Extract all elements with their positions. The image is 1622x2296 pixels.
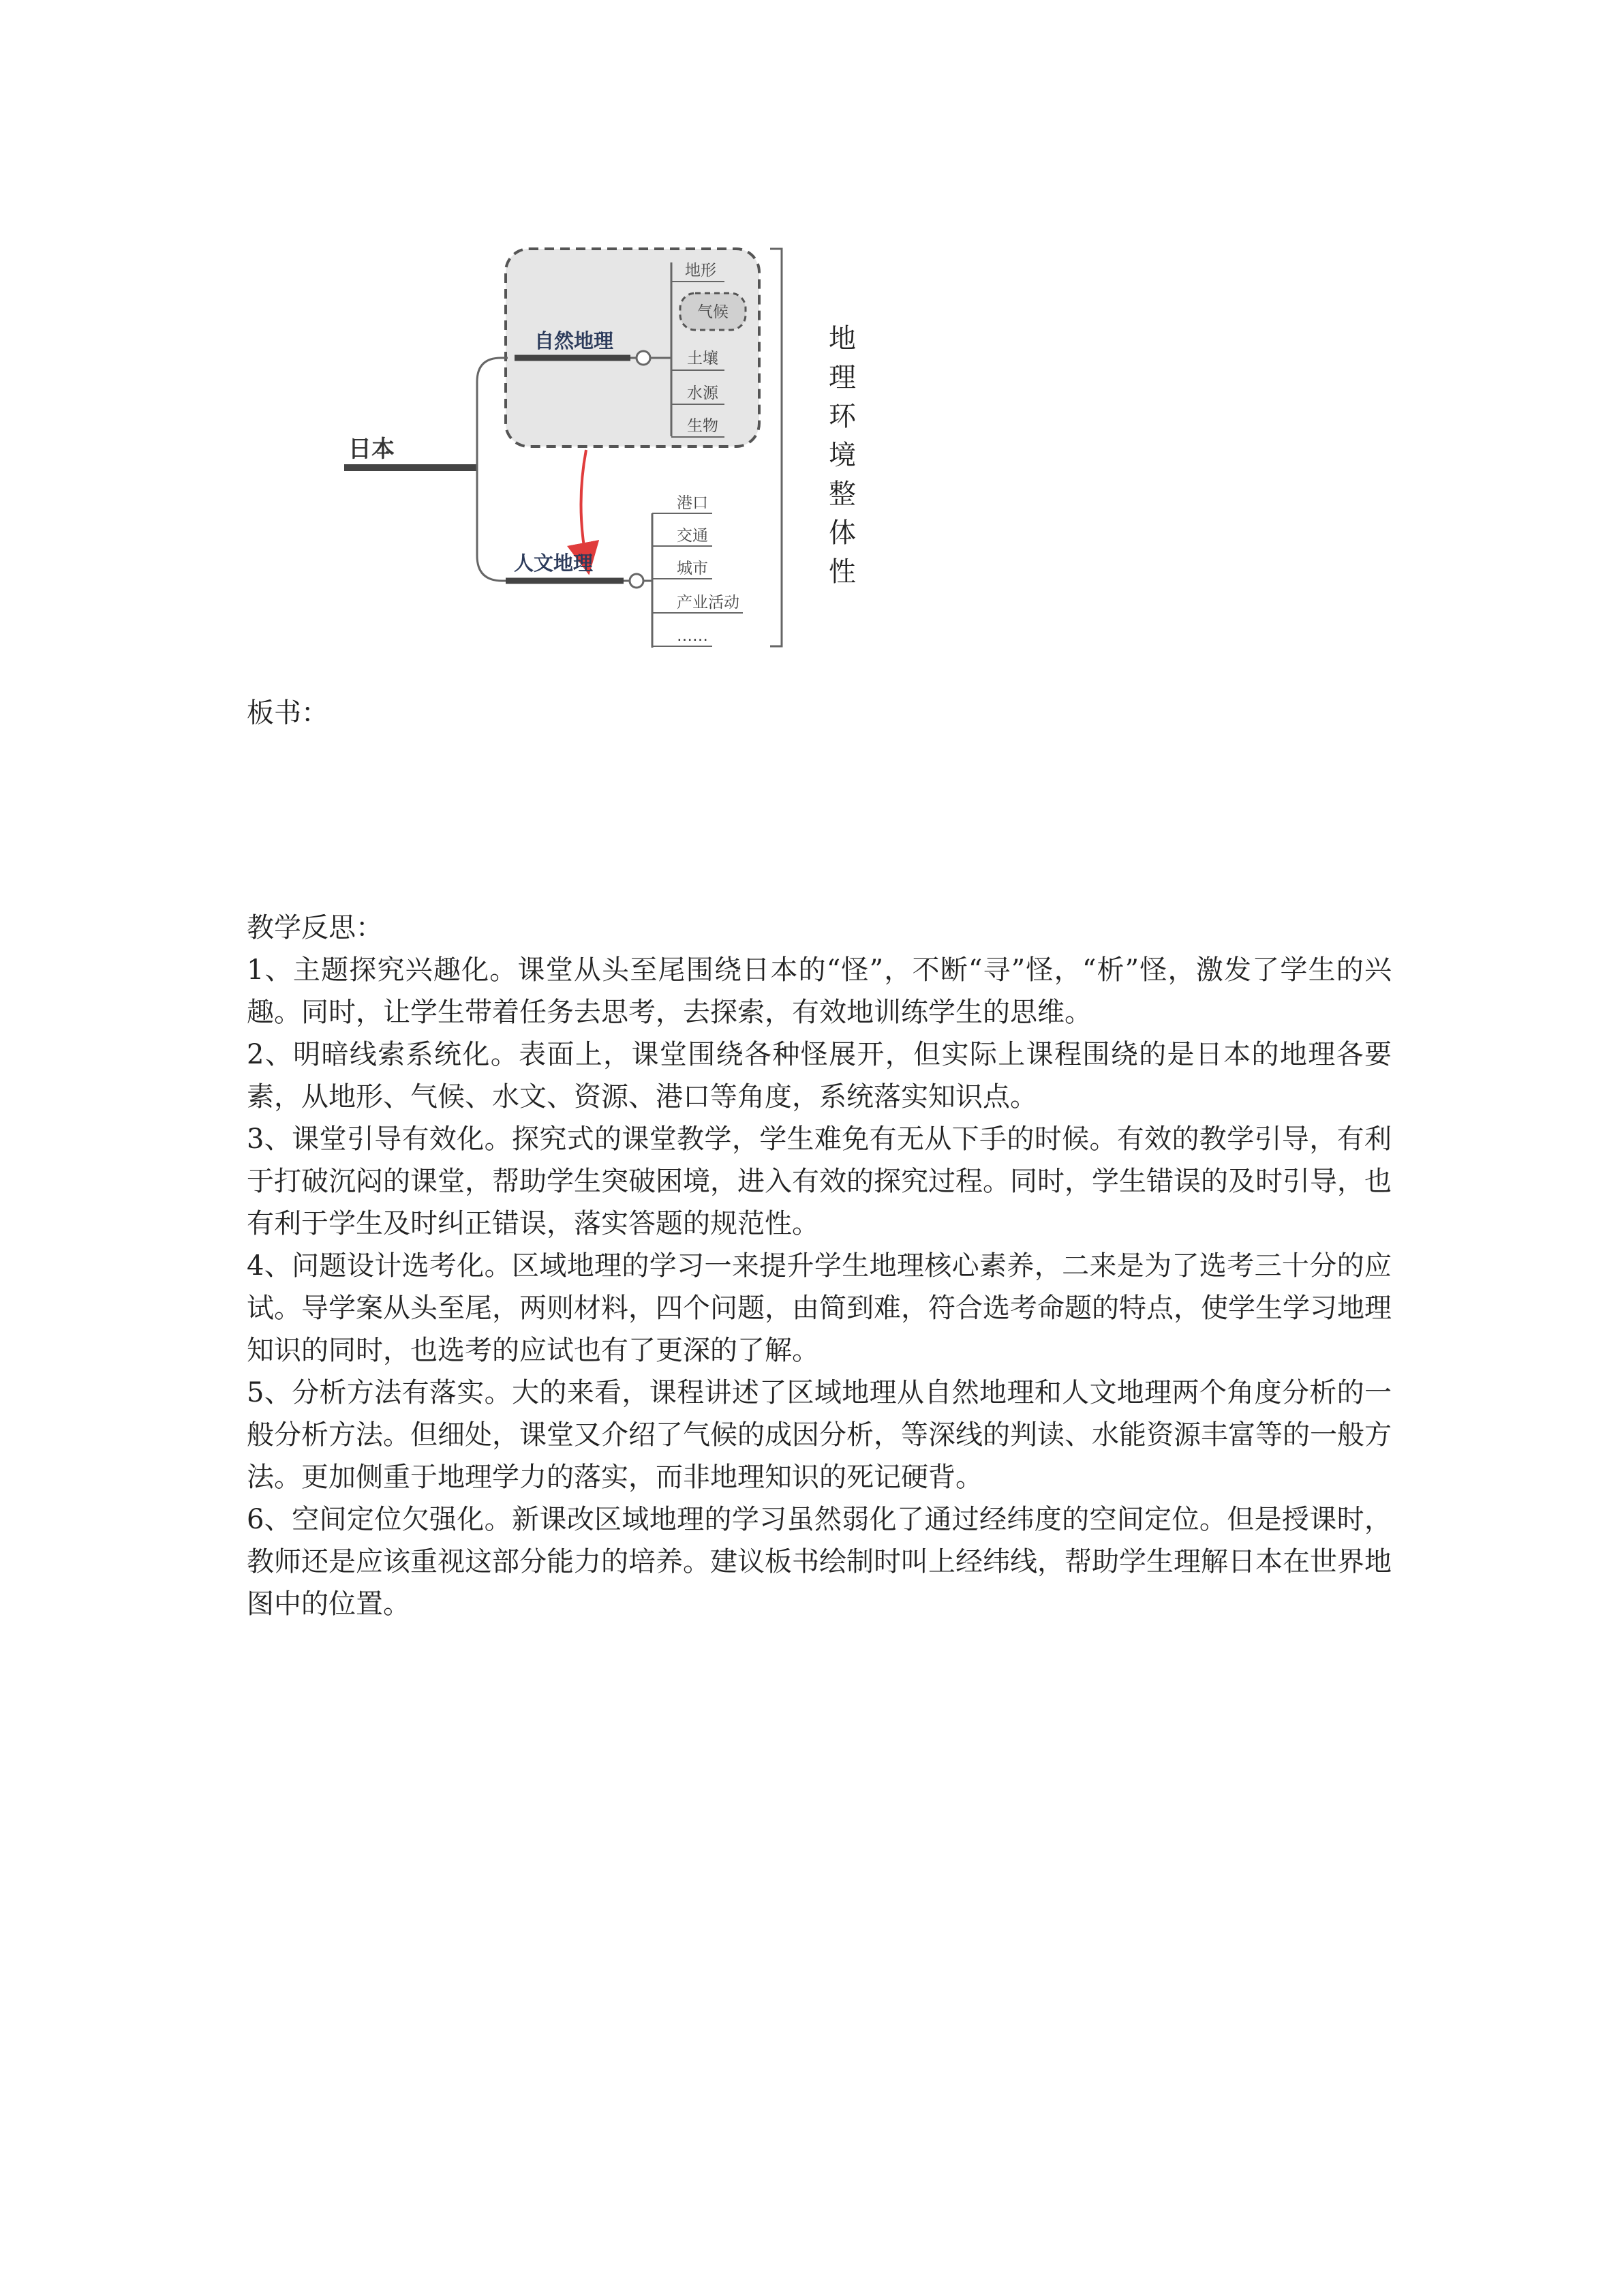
- svg-text:性: 性: [829, 556, 856, 588]
- svg-text:产业活动: 产业活动: [677, 594, 739, 611]
- human-item-industry: [652, 594, 743, 613]
- reflection-paragraph-4: 4、问题设计选考化。区域地理的学习一来提升学生地理核心素养，二来是为了选考三十分的应试。导学案从头至尾，两则材料，四个问题，由简到难，符合选考命题的特点，使学生学习地理知识的同时，也选考的应试也有了更深的了解。: [247, 1250, 1392, 1366]
- side-label-geo-integrity: [829, 323, 857, 588]
- reflection-paragraph-2: 2、明暗线索系统化。表面上，课堂围绕各种怪展开，但实际上课程围绕的是日本的地理各要素，从地形、气候、水文、资源、港口等角度，系统落实知识点。: [247, 1039, 1392, 1113]
- human-item-city: [652, 560, 712, 579]
- natural-item-climate: [680, 293, 746, 330]
- mind-map-diagram: [0, 0, 1622, 682]
- svg-text:土壤: 土壤: [687, 350, 718, 367]
- svg-text:气候: 气候: [697, 303, 729, 321]
- reflection-paragraph-1: 1、主题探究兴趣化。课堂从头至尾围绕日本的“怪”，不断“寻”怪，“析”怪，激发了学生的兴趣。同时，让学生带着任务去思考，去探索，有效地训练学生的思维。: [247, 954, 1392, 1028]
- teaching-reflection: [247, 907, 1392, 1625]
- human-branch-node: [630, 574, 643, 588]
- human-item-etc: [652, 627, 712, 646]
- svg-text:城市: 城市: [677, 560, 708, 577]
- svg-text:境: 境: [829, 440, 856, 471]
- natural-branch-node: [637, 351, 650, 365]
- svg-text:整: 整: [829, 479, 856, 510]
- svg-text:地: 地: [829, 323, 856, 354]
- integrity-bracket: [770, 249, 782, 646]
- human-item-port: [652, 494, 712, 513]
- svg-text:交通: 交通: [677, 527, 708, 545]
- svg-text:地形: 地形: [685, 262, 716, 280]
- reflection-paragraph-5: 5、分析方法有落实。大的来看，课程讲述了区域地理从自然地理和人文地理两个角度分析的一般分析方法。但细处，课堂又介绍了气候的成因分析，等深线的判读、水能资源丰富等的一般方法。更加侧重于地理学力的落实，而非地理知识的死记硬背。: [247, 1377, 1392, 1493]
- reflection-paragraph-3: 3、课堂引导有效化。探究式的课堂教学，学生难免有无从下手的时候。有效的教学引导，有利于打破沉闷的课堂，帮助学生突破困境，进入有效的探究过程。同时，学生错误的及时引导，也有利于学生及时纠正错误，落实答题的规范性。: [247, 1123, 1392, 1239]
- root-connector: [477, 358, 508, 581]
- root-node-label: 日本: [348, 436, 395, 463]
- svg-text:体: 体: [829, 517, 856, 549]
- reflection-paragraph-6: 6、空间定位欠强化。新课改区域地理的学习虽然弱化了通过经纬度的空间定位。但是授课时，教师还是应该重视这部分能力的培养。建议板书绘制时叫上经纬线，帮助学生理解日本在世界地图中的位置。: [247, 1504, 1392, 1620]
- reflection-heading: 教学反思：: [247, 912, 383, 943]
- svg-text:环: 环: [829, 401, 856, 432]
- svg-text:生物: 生物: [687, 417, 718, 435]
- natural-branch-label: 自然地理: [534, 329, 614, 352]
- board-notes-label: 板书：: [247, 697, 328, 729]
- svg-text:水源: 水源: [687, 384, 718, 402]
- svg-text:港口: 港口: [677, 494, 708, 512]
- svg-text:……: ……: [677, 627, 708, 645]
- human-branch-label: 人文地理: [513, 552, 594, 575]
- influence-arrow: [581, 450, 587, 559]
- svg-text:理: 理: [829, 362, 856, 393]
- human-item-transport: [652, 527, 712, 546]
